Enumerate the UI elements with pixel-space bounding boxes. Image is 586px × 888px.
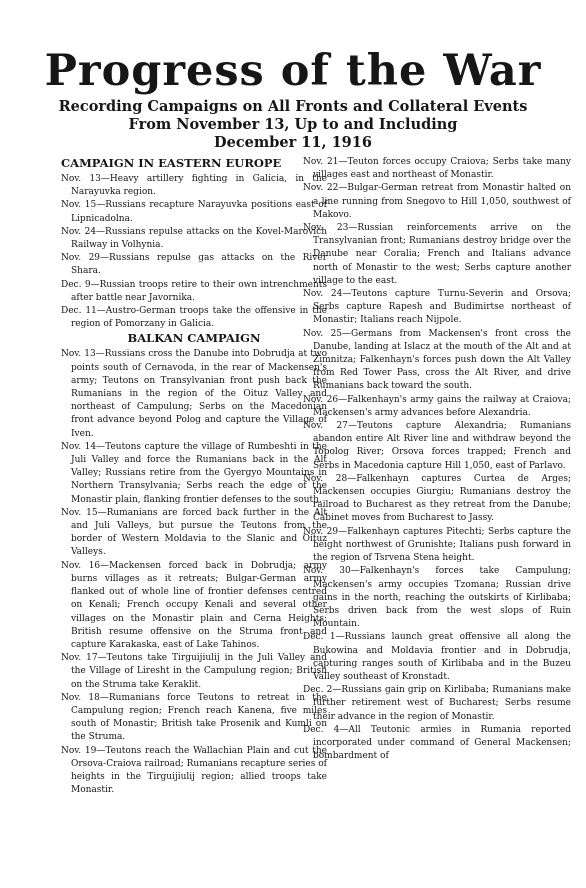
section-heading-eastern-europe: CAMPAIGN IN EASTERN EUROPE <box>61 156 282 170</box>
chronology-entry: Nov. 17—Teutons take Tirguijiulij in the Juli Valley and the Village of Liresht in the Campulung region; British on the Struma take Keraklit. <box>61 653 327 690</box>
chronology-entry: Dec. 2—Russians gain grip on Kirlibaba; Rumanians make further retirement west of Bucharest; Serbs resume their advance in the region of Monastir. <box>303 685 571 722</box>
chronology-entry: Dec. 9—Russian troops retire to their own intrenchments after battle near Javornika. <box>61 279 327 303</box>
chronology-entry: Nov. 24—Teutons capture Turnu-Severin and Orsova; Serbs capture Rapesh and Budimirtse northeast of Monastir; Italians reach Nijpole. <box>303 289 571 326</box>
chronology-entry: Nov. 22—Bulgar-German retreat from Monastir halted on a line running from Snegovo to Hill 1,050, southwest of Makovo. <box>303 183 571 220</box>
page-title: Progress of the War <box>44 46 542 96</box>
section-heading-balkan: BALKAN CAMPAIGN <box>127 331 261 346</box>
right-column <box>303 156 571 763</box>
left-column <box>61 156 327 797</box>
chronology-entry: Dec. 1—Russians launch great offensive all along the Bukowina and Moldavia frontier and in Dobrudja, capturing ranges south of Kirlibaba and in the Buzeu Valley southeast of Kronstadt. <box>303 632 571 682</box>
chronology-entry: Nov. 18—Rumanians force Teutons to retreat in the Campulung region; French reach Kanena, five miles south of Monastir; British take Prosenik and Kumli on the Struma. <box>61 692 327 743</box>
subtitle-line-3: December 11, 1916 <box>214 134 372 151</box>
chronology-entry: Nov. 14—Teutons capture the village of Rumbeshti in the Juli Valley and force the Rumanians back in the Alt Valley; Russians retire from the Gyergyo Mountains in Northern Transylvania; Serbs reach the edge of the Monastir plain, flanking frontier defenses to the south. <box>61 441 327 505</box>
chronology-entry: Nov. 16—Mackensen forced back in Dobrudja; army burns villages as it retreats; Bulgar-German army flanked out of whole line of frontier defenses centred on Kenali; French occupy Kenali and several other villages on the Monastir plain and Cerna Heights; British resume offensive on the Struma front and capture Karakaska, east of Lake Tahinos. <box>61 560 327 650</box>
chronology-entry: Nov. 26—Falkenhayn's army gains the railway at Craiova; Mackensen's army advances before Alexandria. <box>303 394 571 418</box>
chronology-entry: Nov. 19—Teutons reach the Wallachian Plain and cut the Orsova-Craiova railroad; Rumanians recapture series of heights in the Tirguijiulij region; allied troops take Monastir. <box>61 745 327 796</box>
chronology-entry: Nov. 13—Heavy artillery fighting in Galicia, in the Narayuvka region. <box>61 174 327 198</box>
chronology-entry: Nov. 13—Russians cross the Danube into Dobrudja at two points south of Cernavoda, in the rear of Mackensen's army; Teutons on Transylvanian front push back the Rumanians in the region of the Oituz Valley and northeast of Campulung; Serbs on the Macedonian front advance beyond Polog and capture the Village of Iven. <box>61 349 327 439</box>
chronology-entry: Nov. 15—Russians recapture Narayuvka positions east of Lipnicadolna. <box>61 200 327 224</box>
chronology-entry: Nov. 15—Rumanians are forced back further in the Alt and Juli Valleys, but pursue the Teutons from the border of Western Moldavia to the Slanic and Oituz Valleys. <box>61 507 327 558</box>
page-subtitle <box>0 98 586 152</box>
chronology-entry: Nov. 29—Falkenhayn captures Pitechti; Serbs capture the height northwest of Grunishte; Italians push forward in the region of Tsrvena Stena height. <box>303 526 571 564</box>
chronology-entry: Nov. 30—Falkenhayn's forces take Campulung; Mackensen's army occupies Tzomana; Russian drive gains in the north, reaching the outskirts of Kirlibaba; Serbs driven back from the west slops of Ruin Mountain. <box>303 566 571 630</box>
chronology-entry: Dec. 4—All Teutonic armies in Rumania reported incorporated under command of General Mackensen; bombardment of <box>303 724 571 762</box>
chronology-entry: Nov. 28—Falkenhayn captures Curtea de Arges; Mackensen occupies Giurgiu; Rumanians destroy the railroad to Bucharest as they retreat from the Danube; Cabinet moves from Bucharest to Jassy. <box>303 473 571 524</box>
chronology-entry: Nov. 29—Russians repulse gas attacks on the River Shara. <box>61 253 327 277</box>
chronology-entry: Nov. 21—Teuton forces occupy Craiova; Serbs take many villages east and northeast of Monastir. <box>303 157 571 181</box>
chronology-entry: Nov. 27—Teutons capture Alexandria; Rumanians abandon entire Alt River line and withdraw beyond the Topolog River; Orsova forces trapped; French and Serbs in Macedonia capture Hill 1,050, east of Parlavo. <box>303 421 571 471</box>
chronology-entry: Nov. 24—Russians repulse attacks on the Kovel-Marovich Railway in Volhynia. <box>61 226 327 251</box>
chronology-entry: Dec. 11—Austro-German troops take the offensive in the region of Pomorzany in Galicia. <box>61 306 327 330</box>
subtitle-line-2: From November 13, Up to and Including <box>128 116 458 133</box>
chronology-entry: Nov. 25—Germans from Mackensen's front cross the Danube, landing at Islacz at the mouth of the Alt and at Zimnitza; Falkenhayn's forces push down the Alt Valley from Red Tower Pass, cross the Alt River, and drive Rumanians back toward the south. <box>303 328 571 392</box>
chronology-entry: Nov. 23—Russian reinforcements arrive on the Transylvanian front; Rumanians destroy bridge over the Danube near Coralia; French and Italians advance north of Monastir to the west; Serbs capture another village to the east. <box>303 223 571 286</box>
subtitle-line-1: Recording Campaigns on All Fronts and Collateral Events <box>58 98 528 115</box>
